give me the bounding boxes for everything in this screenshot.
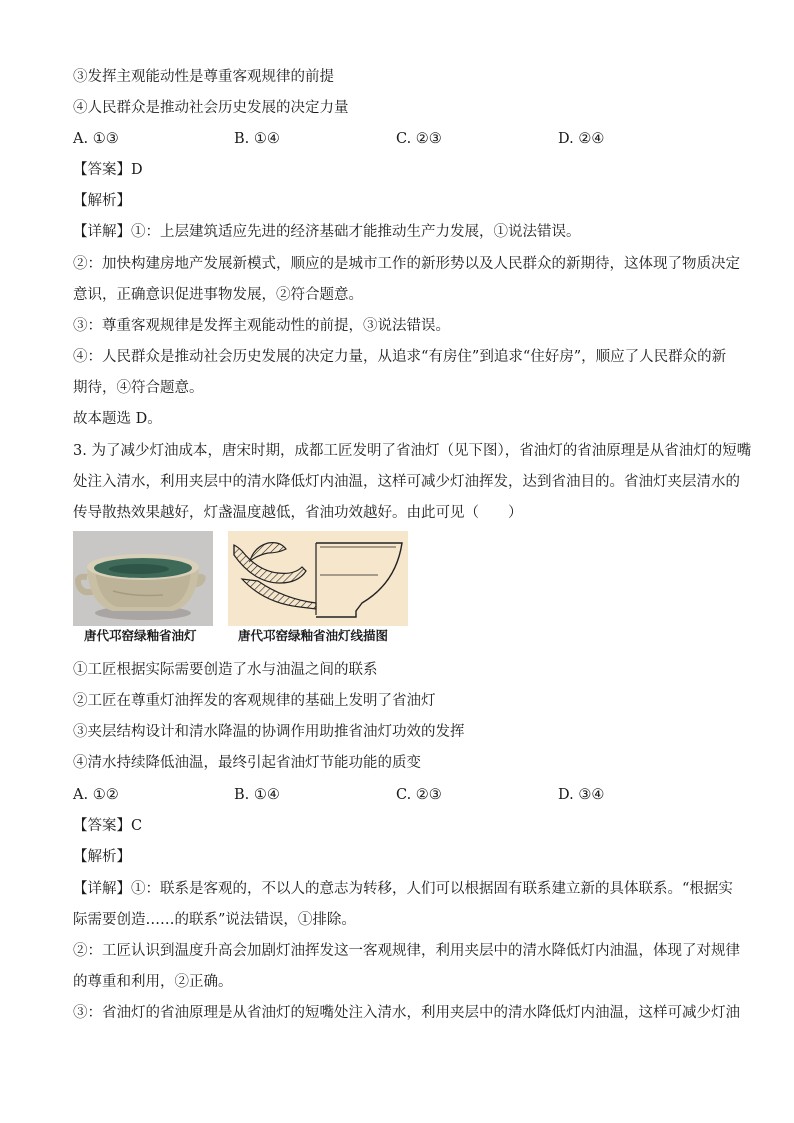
explanation-line: ③：省油灯的省油原理是从省油灯的短嘴处注入清水，利用夹层中的清水降低灯内油温，这样可减少灯油 (73, 1005, 740, 1021)
explanation-line: 期待，④符合题意。 (73, 380, 204, 396)
option-statement-3: ③发挥主观能动性是尊重客观规律的前提 (73, 69, 334, 85)
answer-options-q2 (73, 129, 733, 149)
option-statement-2: ②工匠在尊重灯油挥发的客观规律的基础上发明了省油灯 (73, 693, 436, 709)
option-statement-3: ③夹层结构设计和清水降温的协调作用助推省油灯功效的发挥 (73, 724, 465, 740)
option-d: D. ③④ (558, 787, 605, 803)
explanation-line: 意识，正确意识促进事物发展，②符合题意。 (73, 287, 363, 303)
option-a: A. ①② (73, 787, 119, 803)
oil-lamp-photo (73, 531, 213, 626)
drawing-caption: 唐代邛窑绿釉省油灯线描图 (238, 628, 389, 643)
explanation-line: ④：人民群众是推动社会历史发展的决定力量，从追求“有房住”到追求“住好房”，顺应了人民群众的新 (73, 349, 727, 365)
explanation-line: 际需要创造……的联系”说法错误，①排除。 (73, 912, 356, 928)
option-c: C. ②③ (396, 131, 442, 147)
explanation-line: 的尊重和利用，②正确。 (73, 974, 233, 990)
question-3-stem: 3. 为了减少灯油成本，唐宋时期，成都工匠发明了省油灯（见下图），省油灯的省油原理是从省油灯的短嘴 (73, 443, 752, 459)
explanation-line: ②：工匠认识到温度升高会加剧灯油挥发这一客观规律，利用夹层中的清水降低灯内油温，体现了对规律 (73, 943, 740, 959)
question-3-stem: 传导散热效果越好，灯盏温度越低，省油功效越好。由此可见（ ） (73, 505, 523, 521)
option-statement-4: ④清水持续降低油温，最终引起省油灯节能功能的质变 (73, 755, 421, 771)
option-b: B. ①④ (234, 787, 280, 803)
answer-options-q3 (73, 785, 733, 805)
explanation-line: 【详解】①：上层建筑适应先进的经济基础才能推动生产力发展，①说法错误。 (73, 224, 581, 240)
answer-label: 【答案】C (73, 818, 143, 834)
explanation-line: 【详解】①：联系是客观的，不以人的意志为转移，人们可以根据固有联系建立新的具体联系。“根据实 (73, 881, 733, 897)
option-c: C. ②③ (396, 787, 442, 803)
option-statement-1: ①工匠根据实际需要创造了水与油温之间的联系 (73, 662, 378, 678)
option-d: D. ②④ (558, 131, 605, 147)
explanation-line: ③：尊重客观规律是发挥主观能动性的前提，③说法错误。 (73, 318, 450, 334)
oil-lamp-photo-image (73, 531, 213, 626)
explanation-line: ②：加快构建房地产发展新模式，顺应的是城市工作的新形势以及人民群众的新期待，这体现了物质决定 (73, 256, 740, 272)
option-a: A. ①③ (73, 131, 119, 147)
question-3-stem: 处注入清水，利用夹层中的清水降低灯内油温，这样可减少灯油挥发，达到省油目的。省油灯夹层清水的 (73, 474, 740, 490)
option-b: B. ①④ (234, 131, 280, 147)
option-statement-4: ④人民群众是推动社会历史发展的决定力量 (73, 100, 349, 116)
oil-lamp-line-drawing (228, 531, 408, 626)
conclusion-line: 故本题选 D。 (73, 411, 162, 427)
answer-label: 【答案】D (73, 162, 143, 178)
analysis-label: 【解析】 (73, 849, 131, 865)
oil-lamp-drawing-image (228, 531, 408, 626)
photo-caption: 唐代邛窑绿釉省油灯 (84, 628, 197, 643)
analysis-label: 【解析】 (73, 193, 131, 209)
